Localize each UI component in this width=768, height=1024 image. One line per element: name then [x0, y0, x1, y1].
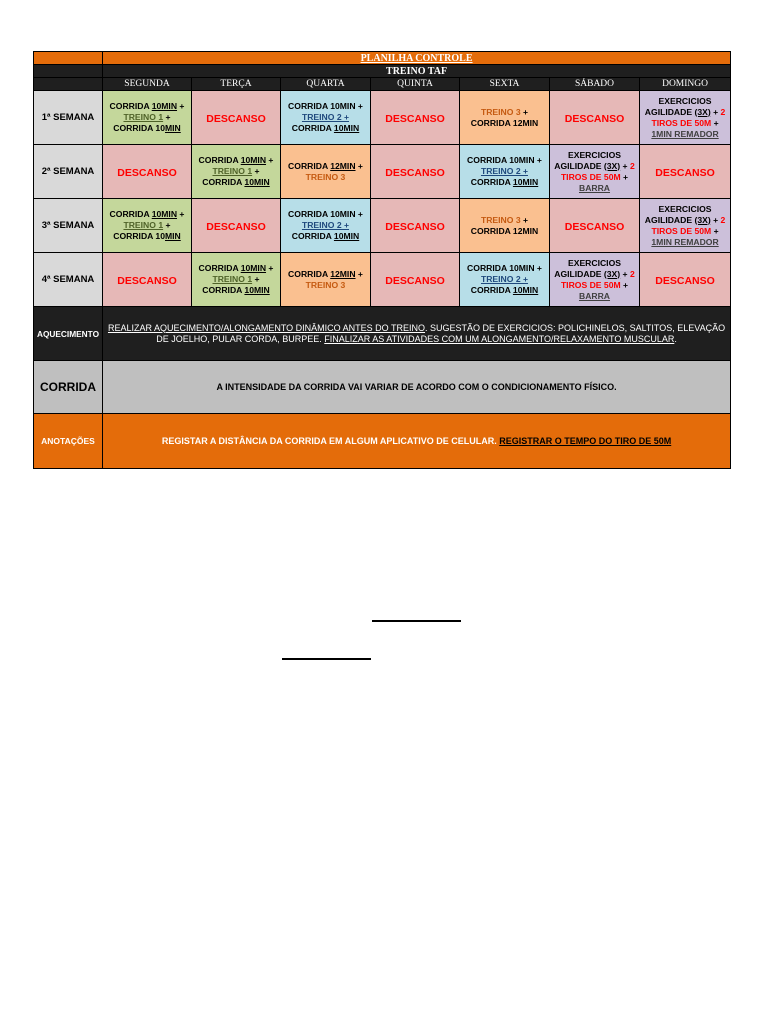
aquecimento-instruction: REALIZAR AQUECIMENTO/ALONGAMENTO DINÂMICO ANTES DO TREINO — [107, 322, 426, 333]
workout-line — [460, 118, 549, 129]
workout-cell — [550, 253, 640, 307]
workout-line — [192, 285, 280, 296]
workout-segment: (3X) — [694, 214, 711, 225]
workout-segment: 1MIN REMADOR — [651, 236, 719, 247]
workout-segment: + — [520, 214, 529, 225]
workout-segment: BARRA — [578, 290, 611, 301]
workout-line — [550, 280, 639, 291]
rest-day-cell — [550, 91, 640, 145]
rest-label: DESCANSO — [385, 166, 445, 179]
workout-line — [281, 280, 370, 291]
rest-label: DESCANSO — [655, 274, 715, 287]
workout-line — [640, 226, 730, 237]
workout-line — [550, 150, 639, 161]
workout-segment: TREINO 1 — [123, 220, 164, 230]
workout-text — [281, 269, 370, 291]
workout-line — [103, 123, 191, 134]
workout-segment: + — [177, 209, 185, 219]
workout-line — [281, 209, 370, 220]
week-row — [34, 253, 731, 307]
workout-text — [281, 209, 370, 242]
rest-label: DESCANSO — [117, 166, 177, 179]
rest-day-cell — [371, 91, 460, 145]
workout-segment: TREINO 3 — [305, 279, 346, 290]
workout-segment: 10MIN — [240, 263, 267, 273]
workout-segment: TIROS DE 50M — [651, 117, 712, 128]
workout-cell — [281, 199, 371, 253]
workout-segment: MIN — [164, 123, 181, 133]
rest-day-cell — [371, 145, 460, 199]
workout-line — [550, 258, 639, 269]
workout-segment: (3X) — [603, 160, 621, 171]
workout-segment: + — [711, 117, 719, 128]
workout-segment: CORRIDA 10 — [113, 123, 165, 133]
rest-label: DESCANSO — [117, 274, 177, 287]
workout-segment: EXERCICIOS — [567, 257, 621, 268]
workout-line — [550, 269, 639, 280]
workout-line — [192, 155, 280, 166]
workout-segment: CORRIDA — [202, 177, 245, 187]
aquecimento-label: AQUECIMENTO — [34, 307, 103, 361]
day-header: QUARTA — [281, 78, 371, 91]
workout-text — [192, 155, 280, 188]
workout-segment: EXERCICIOS — [567, 149, 621, 160]
workout-segment: 10MIN — [244, 285, 270, 295]
workout-segment: 2 — [629, 268, 635, 279]
workout-text — [460, 107, 549, 129]
workout-segment: CORRIDA — [198, 263, 241, 273]
workout-line — [460, 226, 549, 237]
workout-cell — [550, 145, 640, 199]
rest-day-cell — [103, 253, 192, 307]
workout-segment: TIROS DE 50M — [560, 171, 621, 182]
sheet-subtitle: TREINO TAF — [103, 65, 731, 78]
workout-segment: 10MIN — [151, 101, 178, 111]
workout-segment: CORRIDA — [470, 285, 513, 295]
workout-line — [103, 209, 191, 220]
workout-text — [103, 101, 191, 134]
workout-segment: 10MIN — [244, 177, 270, 187]
workout-segment: + — [711, 225, 719, 236]
workout-segment: + — [163, 112, 171, 122]
week-label: 3ª SEMANA — [34, 199, 103, 253]
rest-label: DESCANSO — [385, 112, 445, 125]
rest-label: DESCANSO — [655, 166, 715, 179]
workout-segment: CORRIDA — [291, 123, 334, 133]
workout-line — [550, 183, 639, 194]
week-row — [34, 145, 731, 199]
rest-label: DESCANSO — [206, 112, 266, 125]
workout-segment: + — [177, 101, 185, 111]
rest-day-cell — [103, 145, 192, 199]
workout-segment: BARRA — [578, 182, 611, 193]
workout-cell — [192, 253, 281, 307]
workout-line — [640, 96, 730, 107]
workout-text — [281, 101, 370, 134]
workout-line — [550, 291, 639, 302]
workout-cell — [460, 145, 550, 199]
workout-line — [281, 172, 370, 183]
workout-segment: 10MIN — [151, 209, 178, 219]
aquecimento-suggestion: . SUGESTÃO DE EXERCICIOS: POLICHINELOS, SALTITOS, ELEVAÇÃO DE JOELHO, PULAR CORDA, BURPEE. — [156, 322, 726, 344]
aquecimento-finish: FINALIZAR AS ATIVIDADES COM UM ALONGAMENTO/RELAXAMENTO MUSCULAR — [324, 333, 675, 344]
workout-line — [460, 107, 549, 118]
workout-segment: CORRIDA — [288, 268, 331, 279]
workout-segment: 10MIN — [333, 123, 360, 133]
workout-segment: + — [266, 263, 274, 273]
workout-segment: + — [252, 166, 260, 176]
workout-cell — [640, 91, 731, 145]
rest-label: DESCANSO — [206, 220, 266, 233]
day-header: QUINTA — [371, 78, 460, 91]
workout-line — [640, 237, 730, 248]
workout-segment: 2 — [629, 160, 635, 171]
workout-line — [281, 269, 370, 280]
rest-day-cell — [192, 199, 281, 253]
workout-line — [640, 215, 730, 226]
workout-segment: (3X) — [694, 106, 711, 117]
workout-segment: TIROS DE 50M — [651, 225, 712, 236]
workout-segment: 2 — [720, 106, 726, 117]
workout-line — [192, 166, 280, 177]
workout-segment: TREINO 1 — [123, 112, 164, 122]
workout-segment: CORRIDA — [109, 209, 152, 219]
rest-label: DESCANSO — [564, 220, 625, 233]
workout-segment: CORRIDA 12MIN — [470, 225, 539, 236]
workout-segment: 2 — [720, 214, 726, 225]
week-label: 4ª SEMANA — [34, 253, 103, 307]
workout-segment: + — [355, 268, 363, 279]
rest-label: DESCANSO — [385, 274, 445, 287]
workout-text — [103, 209, 191, 242]
workout-segment: CORRIDA 10MIN + — [288, 209, 363, 219]
workout-line — [103, 101, 191, 112]
workout-segment: CORRIDA — [288, 160, 331, 171]
workout-text — [460, 215, 549, 237]
workout-segment: EXERCICIOS — [658, 203, 712, 214]
aquecimento-text — [103, 307, 731, 361]
workout-cell — [192, 145, 281, 199]
workout-cell — [103, 199, 192, 253]
workout-line — [103, 220, 191, 231]
week-row — [34, 199, 731, 253]
training-spreadsheet — [33, 51, 730, 473]
workout-cell — [281, 91, 371, 145]
workout-segment: TIROS DE 50M — [560, 279, 621, 290]
workout-line — [281, 220, 370, 231]
rest-day-cell — [192, 91, 281, 145]
anotacoes-label: ANOTAÇÕES — [34, 414, 103, 469]
workout-segment: TREINO 1 — [212, 274, 253, 284]
workout-line — [460, 166, 549, 177]
workout-segment: 12MIN — [330, 268, 356, 279]
corner-cell — [34, 52, 103, 65]
workout-text — [550, 258, 639, 302]
workout-segment: + — [163, 220, 171, 230]
workout-line — [281, 112, 370, 123]
day-header: TERÇA — [192, 78, 281, 91]
day-header: SEGUNDA — [103, 78, 192, 91]
workout-segment: CORRIDA 10 — [113, 231, 165, 241]
workout-cell — [460, 199, 550, 253]
workout-text — [550, 150, 639, 194]
day-header: SEXTA — [460, 78, 550, 91]
workout-segment: TREINO 2 + — [301, 112, 350, 122]
workout-segment: + — [355, 160, 363, 171]
rest-label: DESCANSO — [385, 220, 445, 233]
workout-segment: CORRIDA 10MIN + — [288, 101, 363, 111]
workout-segment: TREINO 3 — [480, 214, 521, 225]
workout-segment: CORRIDA — [202, 285, 245, 295]
workout-segment: TREINO 2 + — [301, 220, 350, 230]
workout-segment: CORRIDA — [198, 155, 241, 165]
workout-segment: CORRIDA 12MIN — [470, 117, 539, 128]
workout-segment: + — [520, 106, 529, 117]
workout-segment: TREINO 1 — [212, 166, 253, 176]
workout-line — [281, 123, 370, 134]
workout-segment: AGILIDADE — [554, 160, 604, 171]
workout-line — [640, 118, 730, 129]
corrida-label: CORRIDA — [34, 361, 103, 414]
workout-line — [640, 204, 730, 215]
workout-segment: AGILIDADE — [644, 106, 695, 117]
workout-line — [103, 231, 191, 242]
workout-segment: + — [710, 106, 721, 117]
rest-day-cell — [640, 145, 731, 199]
workout-line — [640, 129, 730, 140]
corner-cell-day — [34, 78, 103, 91]
workout-text — [460, 155, 549, 188]
underline-mark — [282, 658, 371, 660]
week-label: 2ª SEMANA — [34, 145, 103, 199]
workout-cell — [281, 253, 371, 307]
workout-segment: CORRIDA — [109, 101, 152, 111]
underline-mark — [372, 620, 461, 622]
anotacoes-link[interactable]: REGISTRAR O TEMPO DO TIRO DE 50M — [499, 436, 672, 446]
rest-day-cell — [371, 199, 460, 253]
workout-cell — [460, 91, 550, 145]
workout-line — [192, 263, 280, 274]
rest-label: DESCANSO — [564, 112, 625, 125]
workout-text — [640, 96, 730, 140]
workout-text — [640, 204, 730, 248]
workout-cell — [640, 199, 731, 253]
workout-segment: EXERCICIOS — [658, 95, 712, 106]
week-row — [34, 91, 731, 145]
workout-segment: + — [620, 171, 629, 182]
workout-segment: 10MIN — [512, 177, 539, 187]
workout-text — [281, 161, 370, 183]
workout-cell — [103, 91, 192, 145]
workout-line — [640, 107, 730, 118]
workout-line — [281, 101, 370, 112]
workout-line — [550, 172, 639, 183]
rest-day-cell — [550, 199, 640, 253]
workout-line — [550, 161, 639, 172]
workout-line — [460, 155, 549, 166]
workout-line — [103, 112, 191, 123]
anotacoes-instruction: REGISTAR A DISTÂNCIA DA CORRIDA EM ALGUM APLICATIVO DE CELULAR. — [161, 436, 500, 446]
workout-line — [460, 285, 549, 296]
workout-line — [460, 177, 549, 188]
workout-segment: + — [620, 160, 630, 171]
sheet-title: PLANILHA CONTROLE — [103, 52, 731, 65]
workout-segment: 10MIN — [512, 285, 539, 295]
workout-segment: TREINO 2 + — [480, 166, 529, 176]
workout-line — [192, 274, 280, 285]
workout-cell — [460, 253, 550, 307]
workout-segment: + — [620, 268, 630, 279]
day-header: SÁBADO — [550, 78, 640, 91]
workout-segment: CORRIDA 10MIN + — [467, 263, 542, 273]
workout-line — [460, 263, 549, 274]
workout-text — [460, 263, 549, 296]
training-table — [33, 51, 731, 469]
workout-segment: 1MIN REMADOR — [651, 128, 719, 139]
workout-segment: TREINO 3 — [480, 106, 521, 117]
workout-cell — [281, 145, 371, 199]
rest-day-cell — [371, 253, 460, 307]
workout-segment: TREINO 2 + — [480, 274, 529, 284]
workout-line — [460, 215, 549, 226]
workout-segment: CORRIDA — [291, 231, 334, 241]
anotacoes-text — [103, 414, 731, 469]
corrida-text: A INTENSIDADE DA CORRIDA VAI VARIAR DE ACORDO COM O CONDICIONAMENTO FÍSICO. — [103, 361, 731, 414]
workout-segment: AGILIDADE — [644, 214, 695, 225]
workout-segment: 10MIN — [333, 231, 360, 241]
workout-segment: + — [710, 214, 721, 225]
workout-segment: + — [266, 155, 274, 165]
workout-line — [281, 161, 370, 172]
week-label: 1ª SEMANA — [34, 91, 103, 145]
workout-line — [281, 231, 370, 242]
workout-segment: 10MIN — [240, 155, 267, 165]
workout-segment: TREINO 3 — [305, 171, 346, 182]
workout-segment: AGILIDADE — [554, 268, 604, 279]
workout-segment: + — [252, 274, 260, 284]
day-header: DOMINGO — [640, 78, 731, 91]
workout-line — [460, 274, 549, 285]
corner-cell-dark — [34, 65, 103, 78]
workout-segment: + — [620, 279, 629, 290]
workout-text — [192, 263, 280, 296]
workout-line — [192, 177, 280, 188]
aquecimento-end: . — [674, 333, 677, 344]
workout-segment: CORRIDA 10MIN + — [467, 155, 542, 165]
workout-segment: (3X) — [603, 268, 621, 279]
rest-day-cell — [640, 253, 731, 307]
workout-segment: 12MIN — [330, 160, 356, 171]
workout-segment: CORRIDA — [470, 177, 513, 187]
workout-segment: MIN — [164, 231, 181, 241]
